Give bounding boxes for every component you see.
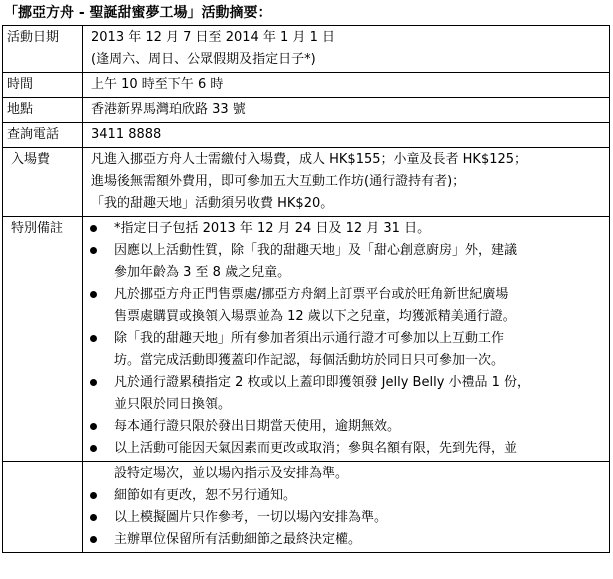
row-value-phone (83, 123, 610, 148)
date-range: 2013 年 12 月 7 日至 2014 年 1 月 1 日 (91, 30, 335, 45)
notes-label-text: 特別備註 (11, 221, 64, 236)
bullet-icon (90, 536, 97, 543)
date-note: (逢周六、周日、公眾假期及指定日子*) (91, 52, 316, 67)
row-label-empty (3, 462, 83, 553)
list-item: 凡於通行證累積指定 2 枚或以上蓋印即獲領發 Jelly Belly 小禮品 1 份， 並只限於同日換領。 (87, 372, 605, 416)
row-label-place: 地點 (3, 98, 83, 123)
page-title: 「挪亞方舟 - 聖誕甜蜜夢工場」活動摘要： (4, 5, 272, 21)
row-label-fee (3, 148, 83, 217)
table-row-phone (3, 123, 610, 148)
event-summary-table (2, 25, 610, 553)
time-value: 上午 10 時至下午 6 時 (91, 77, 224, 92)
row-value-fee (83, 148, 610, 217)
row-value-notes-continued (83, 462, 610, 553)
table-row-time (3, 73, 610, 98)
list-item: 除「我的甜趣天地」所有參加者須出示通行證才可參加以上互動工作 坊。當完成活動即獲蓋印作記認，每個活動坊於同日只可參加一次。 (87, 328, 605, 372)
fee-line-3: 「我的甜趣天地」活動須另收費 HK$20。 (91, 196, 334, 211)
row-label-date: 活動日期 (3, 26, 83, 73)
fee-line-2: 進場後無需額外費用，即可參加五大互動工作坊(通行證持有者)； (91, 174, 466, 189)
list-item: 主辦單位保留所有活動細節之最終決定權。 (87, 529, 605, 551)
row-value-date (83, 26, 610, 73)
phone-value: 3411 8888 (91, 127, 162, 142)
list-item: 因應以上活動性質，除「我的甜趣天地」及「甜心創意廚房」外，建議 參加年齡為 3 至 8 歲之兒童。 (87, 240, 605, 284)
list-item: 每本通行證只限於發出日期當天使用，逾期無效。 (87, 416, 605, 438)
table-row-notes (3, 217, 610, 462)
table-row-place (3, 98, 610, 123)
table-row-notes-continued (3, 462, 610, 553)
row-value-time (83, 73, 610, 98)
fee-label-text: 入場費 (11, 152, 51, 167)
bullet-icon (90, 291, 97, 298)
list-item: 以上活動可能因天氣因素而更改或取消；參與名額有限，先到先得，並 (87, 438, 605, 460)
place-value: 香港新界馬灣珀欣路 33 號 (91, 102, 246, 117)
bullet-icon (90, 514, 97, 521)
bullet-icon (90, 445, 97, 452)
row-value-place (83, 98, 610, 123)
row-label-phone: 查詢電話 (3, 123, 83, 148)
row-value-notes (83, 217, 610, 462)
table-row-date (3, 26, 610, 73)
fee-line-1: 凡進入挪亞方舟人士需繳付入場費，成人 HK$155；小童及長者 HK$125； (91, 152, 528, 167)
bullet-icon (90, 247, 97, 254)
notes-list-continued (87, 463, 605, 551)
list-item-continuation: 設特定場次，並以場內指示及安排為準。 (114, 466, 349, 481)
list-item: *指定日子包括 2013 年 12 月 24 日及 12 月 31 日。 (87, 218, 605, 240)
list-item: 凡於挪亞方舟正門售票處/挪亞方舟網上訂票平台或於旺角新世紀廣場 售票處購買或換領入場票並為 12 歲以下之兒童，均獲派精美通行證。 (87, 284, 605, 328)
bullet-icon (90, 335, 97, 342)
bullet-icon (90, 379, 97, 386)
table-row-fee (3, 148, 610, 217)
bullet-icon (90, 423, 97, 430)
bullet-icon (90, 492, 97, 499)
bullet-icon (90, 225, 97, 232)
list-item: 細節如有更改，恕不另行通知。 (87, 485, 605, 507)
row-label-notes (3, 217, 83, 462)
row-label-time: 時間 (3, 73, 83, 98)
list-item: 以上模擬圖片只作參考，一切以場內安排為準。 (87, 507, 605, 529)
notes-list (87, 218, 605, 460)
